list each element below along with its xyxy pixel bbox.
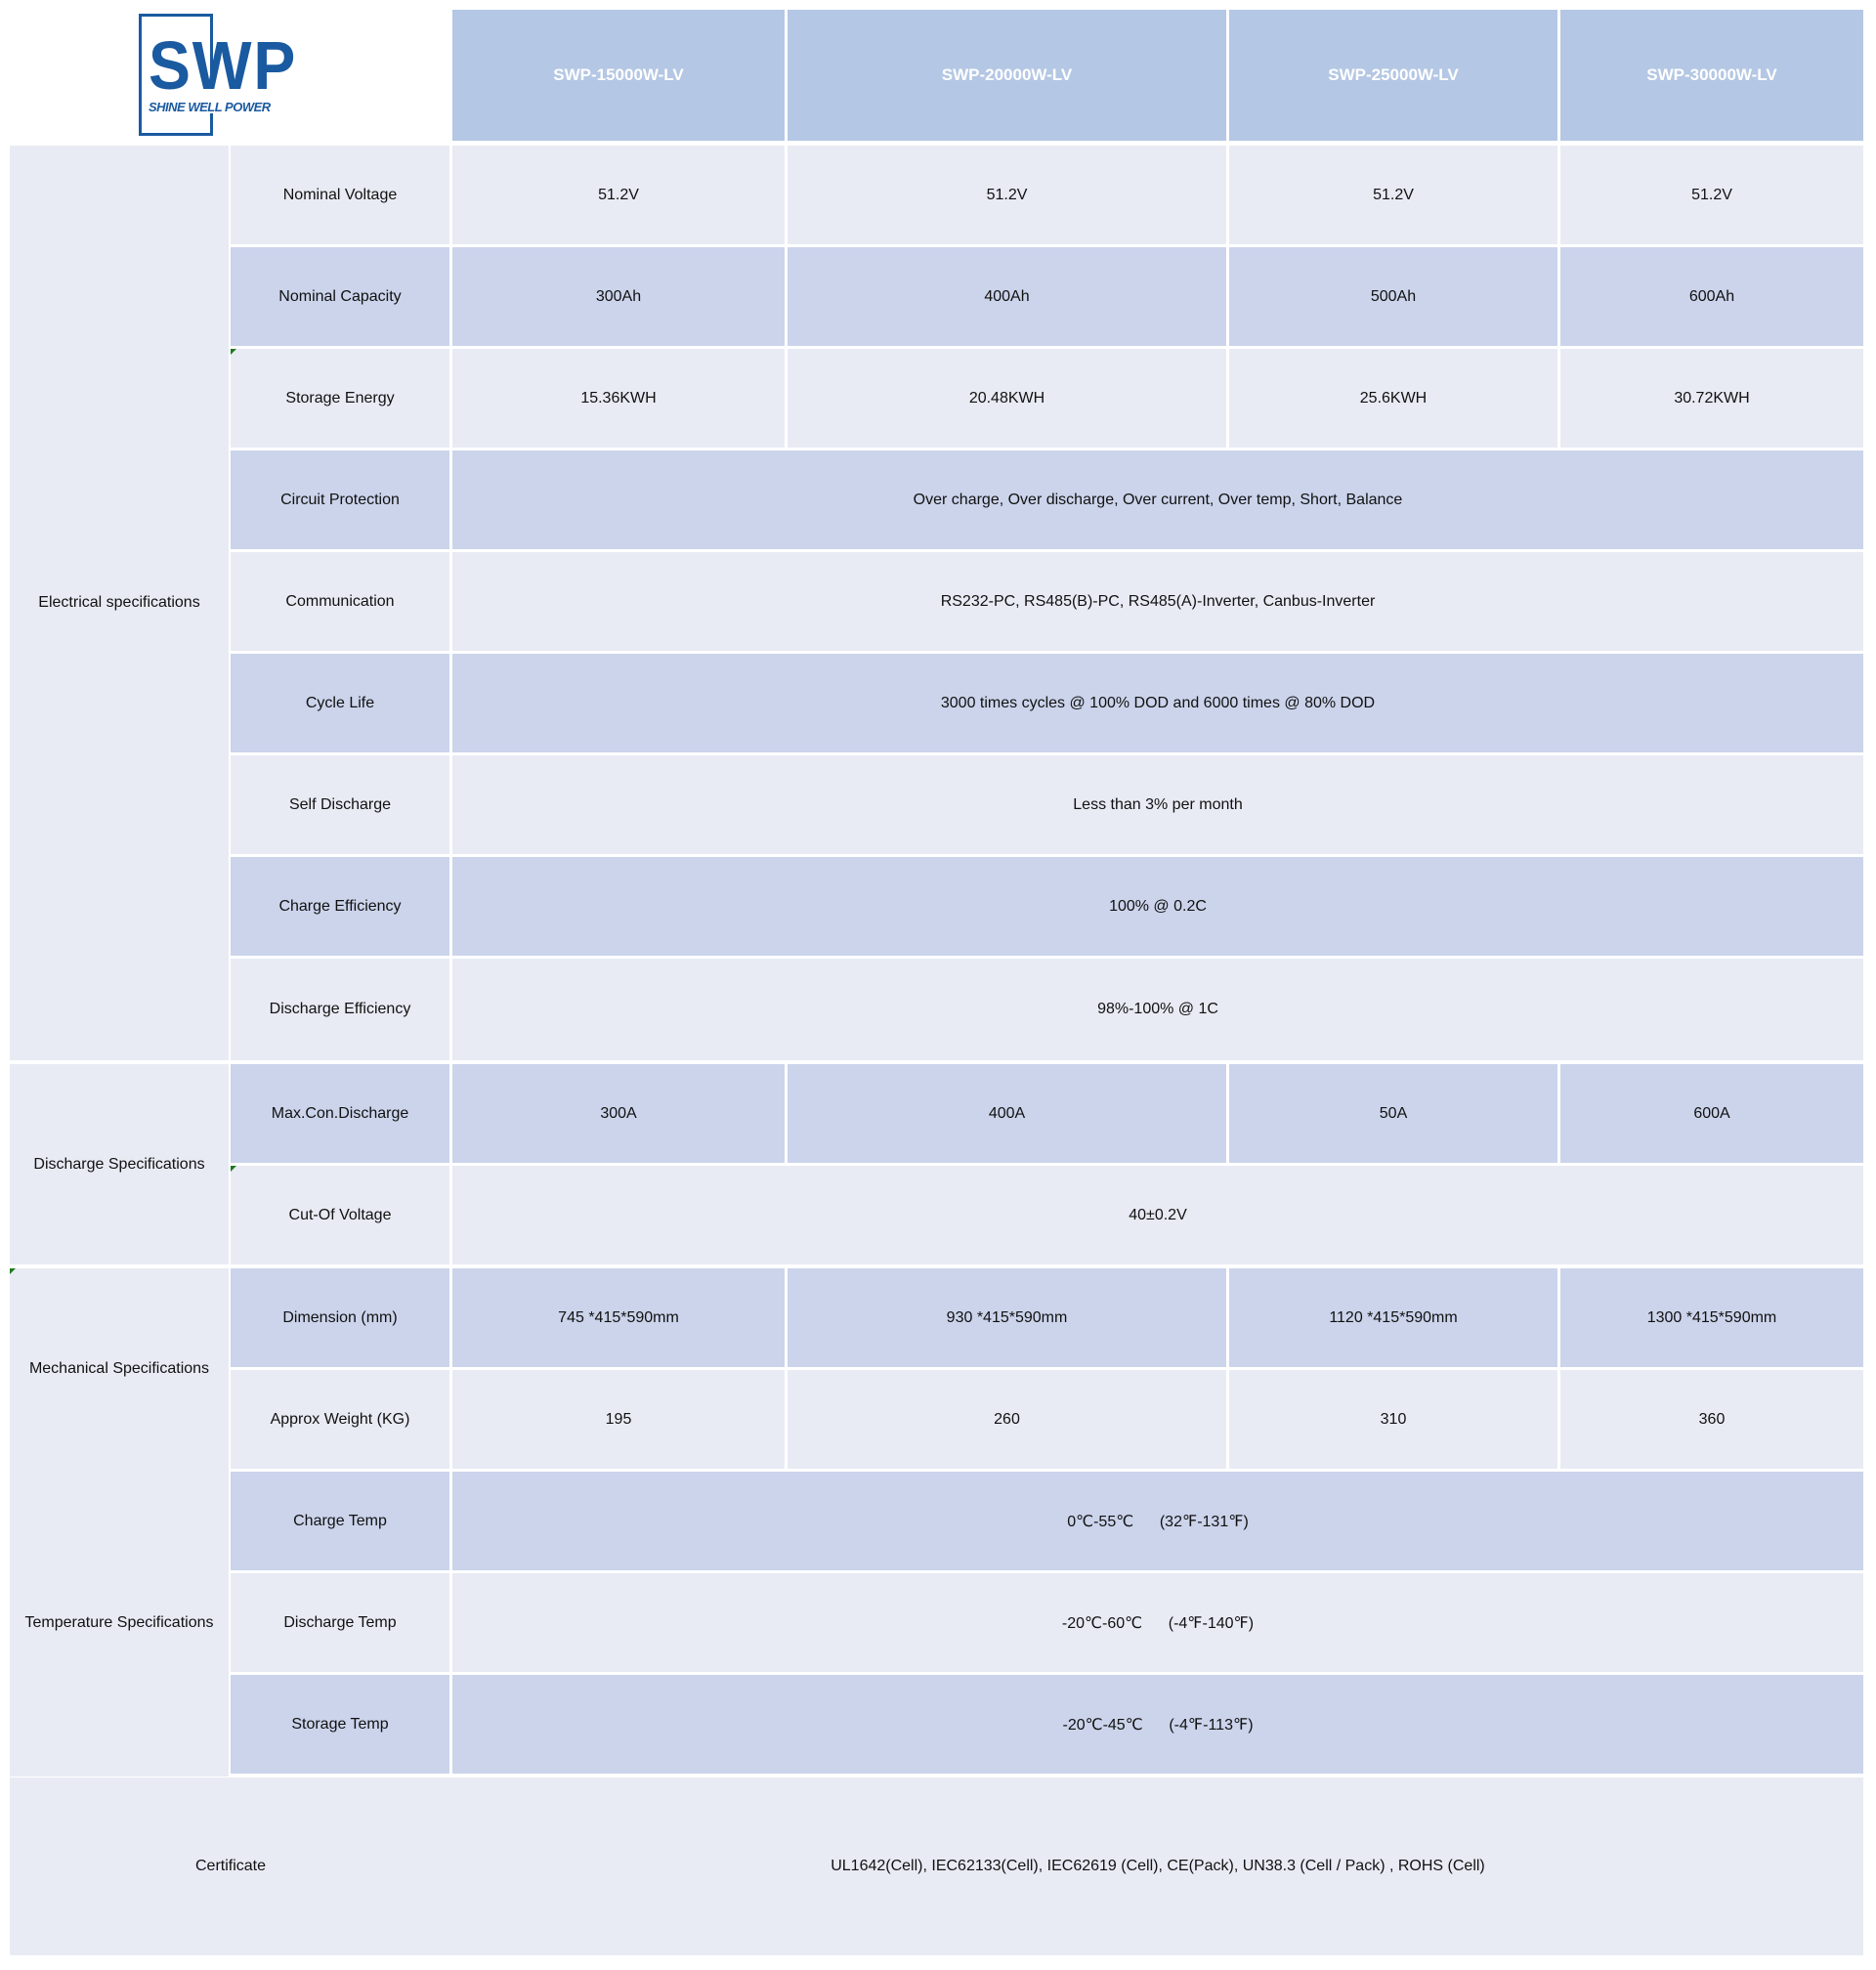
cell-comment-marker [231,1166,236,1172]
logo-mark: SWP [149,27,298,104]
header-model-3: SWP-25000W-LV [1229,10,1557,141]
cell-discharge-efficiency: 98%-100% @ 1C [452,959,1863,1060]
cell-nominal-voltage-1: 51.2V [452,146,785,244]
cell-comment-marker [231,349,236,355]
row-label-storage-energy: Storage Energy [231,349,449,448]
cell-circuit-protection: Over charge, Over discharge, Over current, Over temp, Short, Balance [452,450,1863,549]
header-model-1: SWP-15000W-LV [452,10,785,141]
cell-max-con-discharge-3: 50A [1229,1064,1557,1163]
cell-storage-energy-2: 20.48KWH [788,349,1226,448]
row-label-weight: Approx Weight (KG) [231,1370,449,1469]
category-temperature: Temperature Specifications [10,1469,229,1777]
row-label-dimension: Dimension (mm) [231,1268,449,1367]
cell-nominal-voltage-2: 51.2V [788,146,1226,244]
cell-self-discharge: Less than 3% per month [452,755,1863,854]
cell-storage-temp: -20℃-45℃ (-4℉-113℉) [452,1675,1863,1774]
cell-dimension-3: 1120 *415*590mm [1229,1268,1557,1367]
cell-dimension-1: 745 *415*590mm [452,1268,785,1367]
row-label-charge-efficiency: Charge Efficiency [231,857,449,956]
cell-nominal-capacity-4: 600Ah [1560,247,1863,346]
row-label-discharge-efficiency: Discharge Efficiency [231,959,449,1060]
cell-communication: RS232-PC, RS485(B)-PC, RS485(A)-Inverter, Canbus-Inverter [452,552,1863,651]
row-label-certificate: Certificate [194,1858,267,1874]
cell-weight-1: 195 [452,1370,785,1469]
cell-max-con-discharge-2: 400A [788,1064,1226,1163]
cell-dimension-4: 1300 *415*590mm [1560,1268,1863,1367]
cell-nominal-capacity-2: 400Ah [788,247,1226,346]
logo [139,14,298,141]
cell-nominal-capacity-1: 300Ah [452,247,785,346]
category-discharge: Discharge Specifications [10,1064,229,1264]
row-label-cycle-life: Cycle Life [231,654,449,752]
row-label-max-con-discharge: Max.Con.Discharge [231,1064,449,1163]
category-mechanical: Mechanical Specifications [10,1268,229,1469]
category-electrical: Electrical specifications [10,146,229,1060]
row-label-nominal-capacity: Nominal Capacity [231,247,449,346]
row-label-self-discharge: Self Discharge [231,755,449,854]
cell-comment-marker [10,1268,16,1274]
cell-cycle-life: 3000 times cycles @ 100% DOD and 6000 times @ 80% DOD [452,654,1863,752]
cell-dimension-2: 930 *415*590mm [788,1268,1226,1367]
cell-nominal-capacity-3: 500Ah [1229,247,1557,346]
cell-max-con-discharge-1: 300A [452,1064,785,1163]
row-label-circuit-protection: Circuit Protection [231,450,449,549]
cell-certificate: UL1642(Cell), IEC62133(Cell), IEC62619 (Cell), CE(Pack), UN38.3 (Cell / Pack) , ROHS (Cell) [831,1858,1485,1874]
cell-charge-temp: 0℃-55℃ (32℉-131℉) [452,1472,1863,1570]
cell-nominal-voltage-3: 51.2V [1229,146,1557,244]
cell-charge-efficiency: 100% @ 0.2C [452,857,1863,956]
header-model-2: SWP-20000W-LV [788,10,1226,141]
cell-nominal-voltage-4: 51.2V [1560,146,1863,244]
cell-max-con-discharge-4: 600A [1560,1064,1863,1163]
cell-weight-3: 310 [1229,1370,1557,1469]
cell-discharge-temp: -20℃-60℃ (-4℉-140℉) [452,1573,1863,1672]
row-label-storage-temp: Storage Temp [231,1675,449,1774]
row-label-discharge-temp: Discharge Temp [231,1573,449,1672]
cell-cut-off-voltage: 40±0.2V [452,1166,1863,1264]
logo-subtitle: SHINE WELL POWER [149,100,271,114]
header-model-4: SWP-30000W-LV [1560,10,1863,141]
row-label-communication: Communication [231,552,449,651]
cell-storage-energy-1: 15.36KWH [452,349,785,448]
row-label-cut-off-voltage: Cut-Of Voltage [231,1166,449,1264]
cell-weight-4: 360 [1560,1370,1863,1469]
row-label-nominal-voltage: Nominal Voltage [231,146,449,244]
row-label-charge-temp: Charge Temp [231,1472,449,1570]
cell-storage-energy-4: 30.72KWH [1560,349,1863,448]
cell-weight-2: 260 [788,1370,1226,1469]
cell-storage-energy-3: 25.6KWH [1229,349,1557,448]
